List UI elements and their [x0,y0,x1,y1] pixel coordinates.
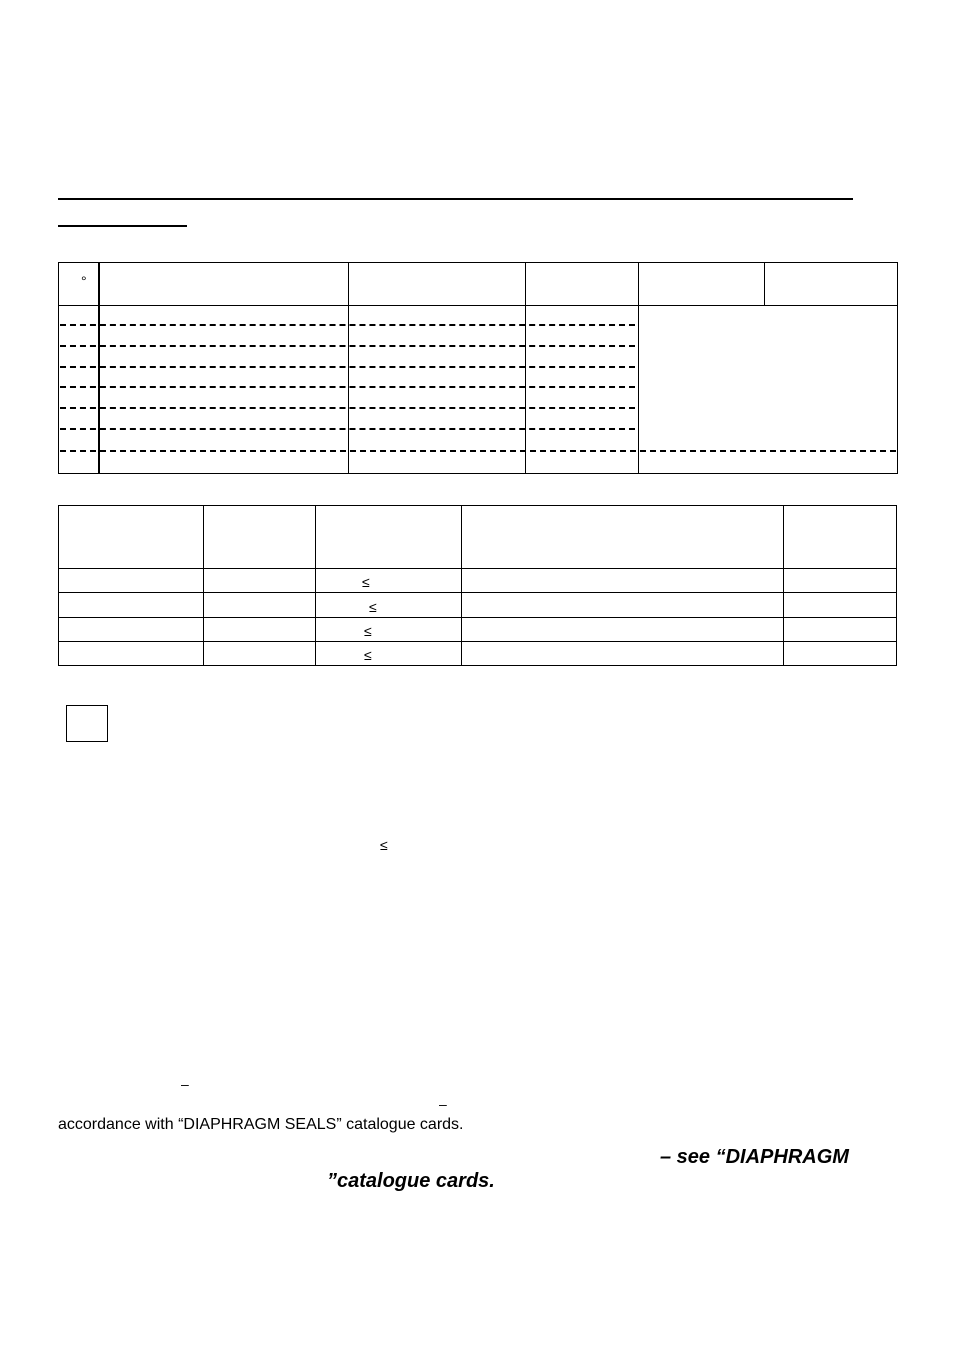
catalogue-cards-note: ”catalogue cards. [327,1170,495,1192]
table2-col-divider [783,505,784,666]
leq-symbol: ≤ [380,837,388,853]
table2-col-divider [203,505,204,666]
dash-mark: – [439,1096,447,1112]
table1-border [58,262,898,474]
table1-col-divider [348,262,349,474]
dash-mark: – [181,1076,189,1092]
subtitle-underline [58,225,187,227]
table1-col-divider [525,262,526,474]
table1-col-divider [764,262,765,306]
table2-row-rule [58,617,897,618]
table2-row-rule [58,568,897,569]
leq-symbol: ≤ [369,599,377,615]
leq-symbol: ≤ [362,574,370,590]
table1-row-rule [60,450,896,452]
table1-col-divider [638,262,639,474]
accordance-note: accordance with “DIAPHRAGM SEALS” catalogue cards. [58,1116,464,1133]
table2-row-rule [58,592,897,593]
leq-symbol: ≤ [364,647,372,663]
title-underline [58,198,853,200]
table1-row-rule [60,407,635,409]
table1-row-rule [60,428,635,430]
table2-col-divider [461,505,462,666]
table1-row-rule [60,345,635,347]
table1-row-rule [60,386,635,388]
table1-row-rule [60,366,635,368]
table2-col-divider [315,505,316,666]
leq-symbol: ≤ [364,623,372,639]
option-checkbox[interactable] [66,705,108,742]
table2-row-rule [58,641,897,642]
table1-header-rule [58,305,898,306]
table1-col-divider [98,262,100,474]
degree-symbol: ° [81,273,87,289]
see-diaphragm-note: – see “DIAPHRAGM [660,1146,849,1168]
table1-row-rule [60,324,635,326]
